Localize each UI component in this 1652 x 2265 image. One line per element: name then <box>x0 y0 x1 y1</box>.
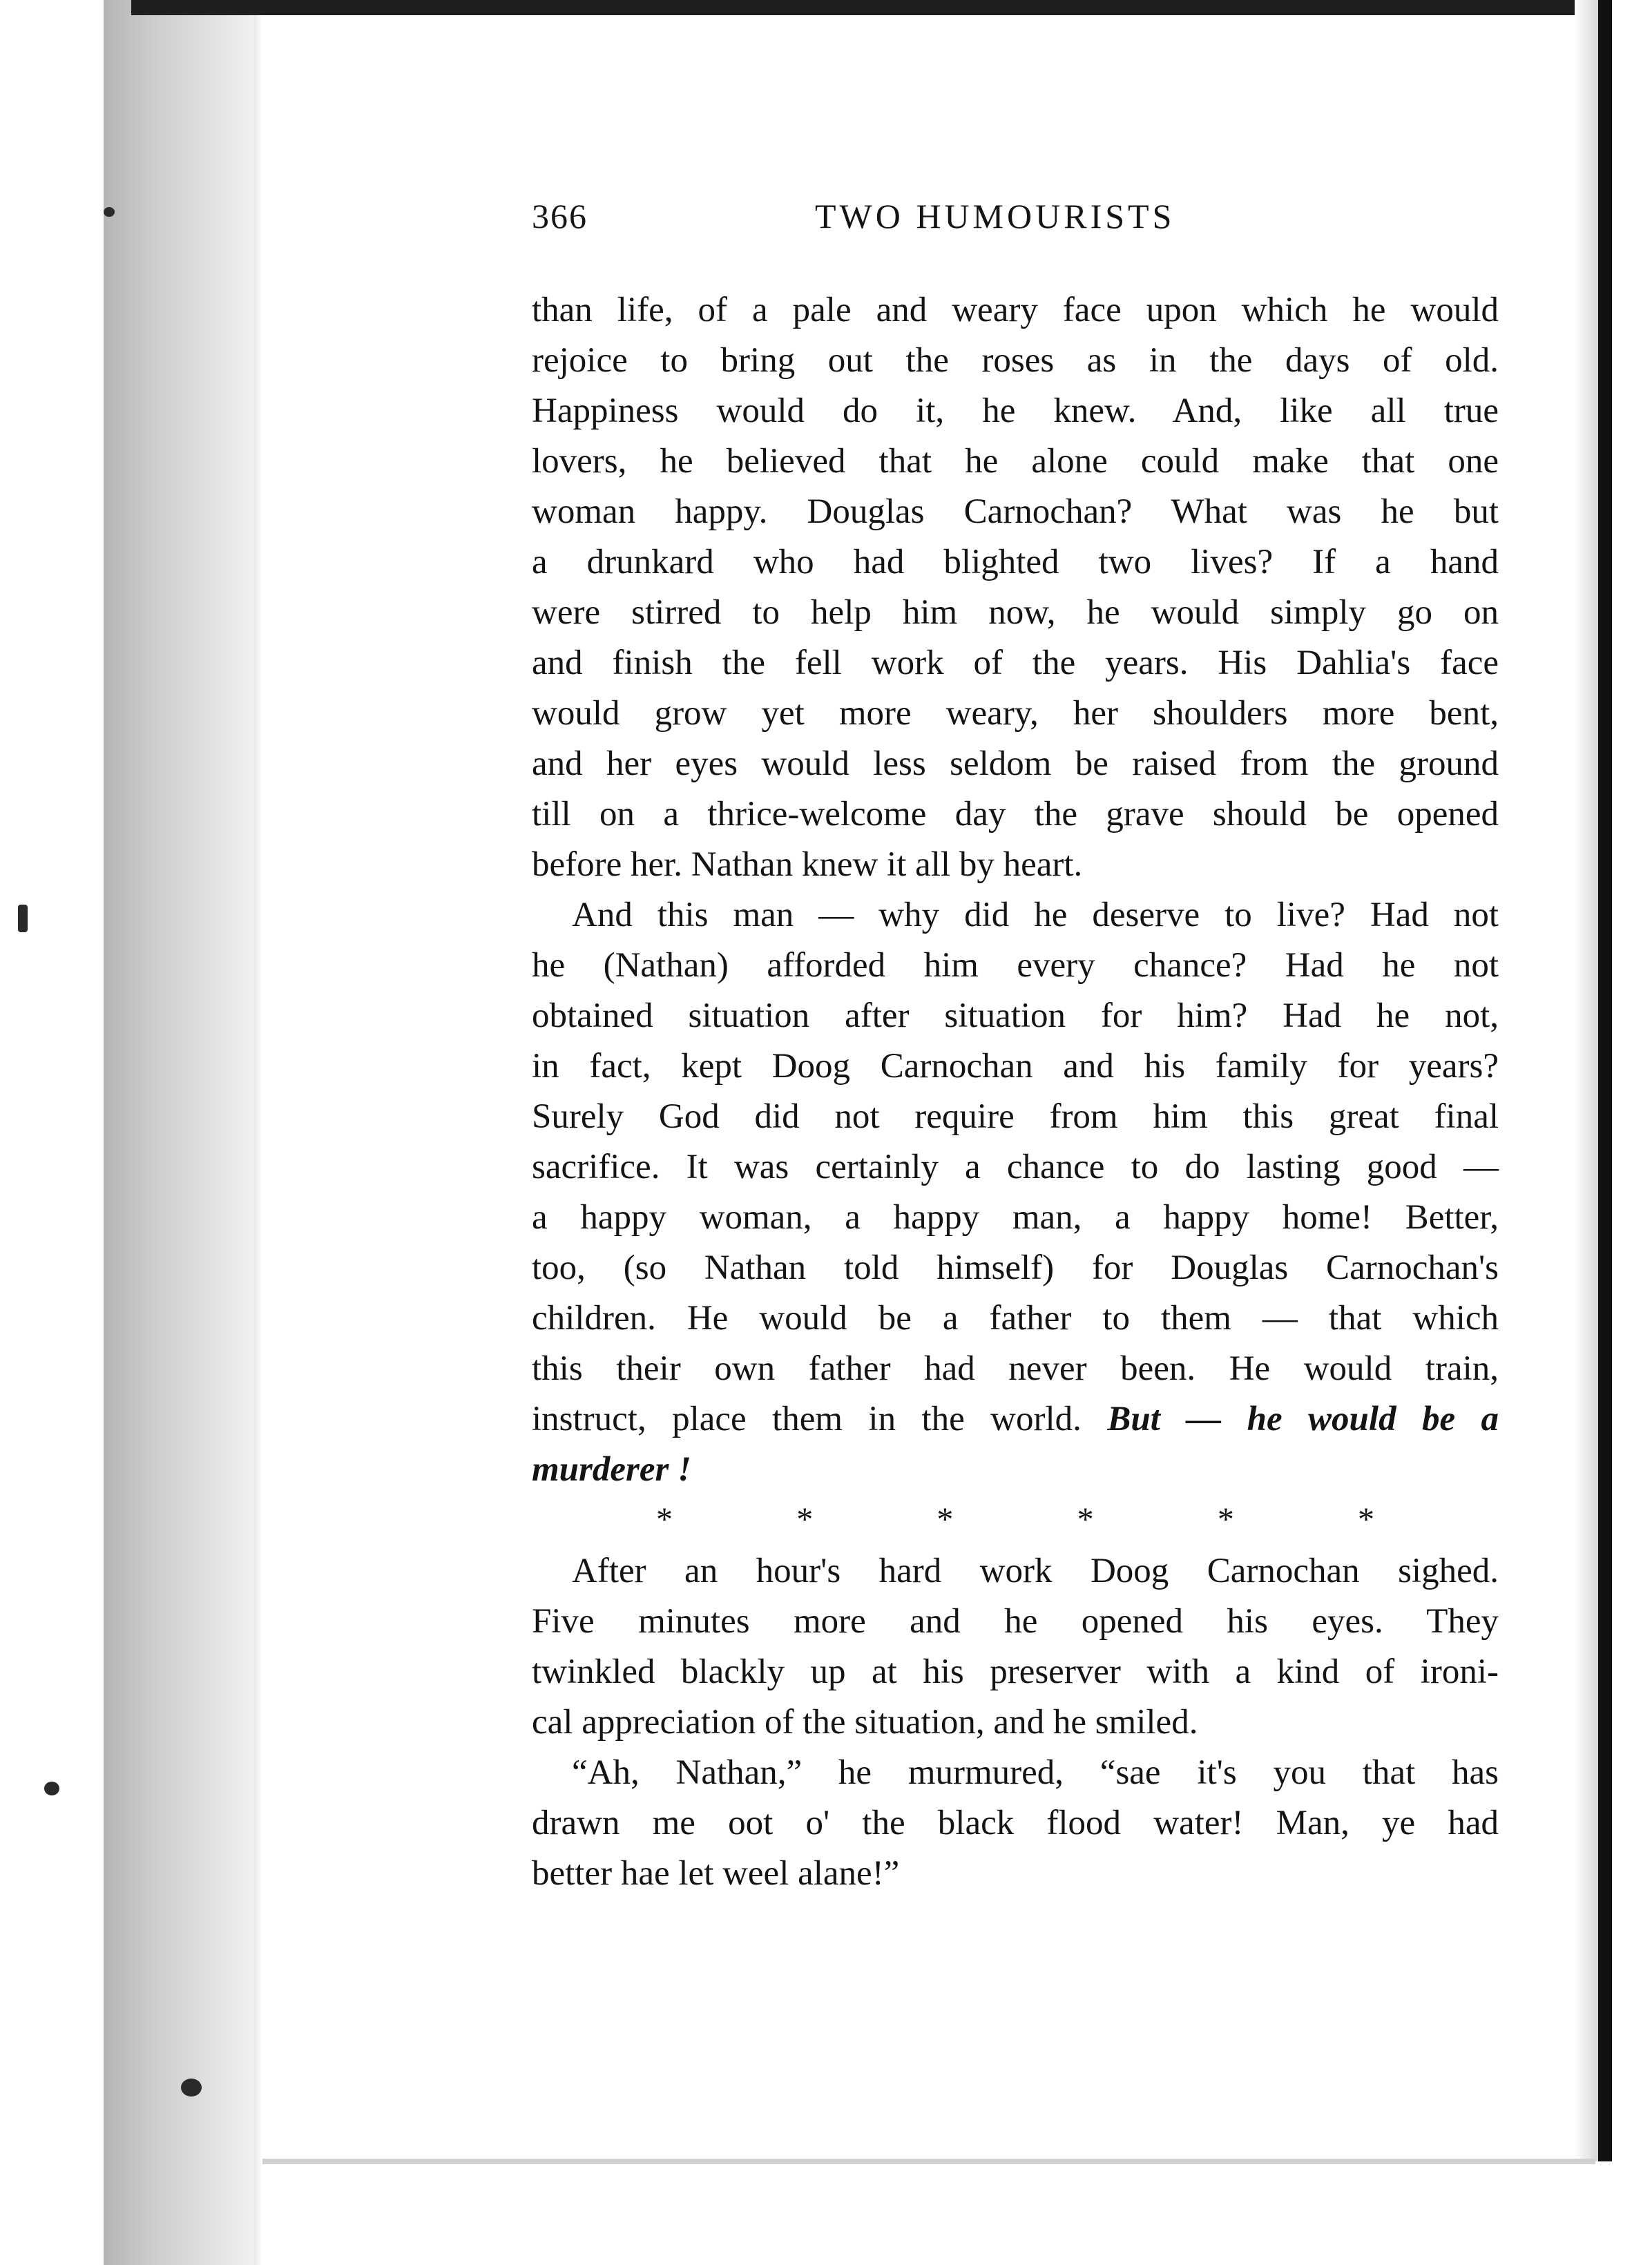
asterisk: * <box>1358 1501 1375 1538</box>
text-line: After an hour's hard work Doog Carnochan sighed. <box>572 1552 1499 1590</box>
asterisk: * <box>656 1501 673 1538</box>
text-line: And this man — why did he deserve to live? Had not <box>572 896 1499 934</box>
page-edge-stack <box>104 0 262 2265</box>
italic-emphasis: murderer ! <box>532 1450 691 1489</box>
text-line: Five minutes more and he opened his eyes. They <box>532 1602 1499 1641</box>
text-line: a happy woman, a happy man, a happy home! Better, <box>532 1198 1499 1237</box>
text-line: “Ah, Nathan,” he murmured, “sae it's you that has <box>572 1753 1499 1792</box>
text-line: Surely God did not require from him this great final <box>532 1097 1499 1136</box>
text-line: till on a thrice-welcome day the grave should be opened <box>532 795 1499 833</box>
text-line: better hae let weel alane!” <box>532 1854 900 1893</box>
asterisk: * <box>796 1501 814 1538</box>
page-header <box>532 196 1222 244</box>
ink-speck <box>44 1782 59 1795</box>
text-line: than life, of a pale and weary face upon which he would <box>532 291 1499 329</box>
text-line: drawn me oot o' the black flood water! Man, ye had <box>532 1804 1499 1842</box>
text-segment: instruct, place them in the world. <box>532 1400 1082 1438</box>
book-top-edge <box>131 0 1609 15</box>
text-line: rejoice to bring out the roses as in the days of old. <box>532 341 1499 380</box>
text-line: lovers, he believed that he alone could make that one <box>532 442 1499 481</box>
asterisk: * <box>937 1501 954 1538</box>
ink-speck <box>181 2079 202 2097</box>
ink-speck <box>104 207 115 217</box>
text-line: twinkled blackly up at his preserver with a kind of ironi- <box>532 1652 1499 1691</box>
text-line: woman happy. Douglas Carnochan? What was he but <box>532 492 1499 531</box>
running-head: TWO HUMOURISTS <box>815 197 1175 235</box>
text-line <box>532 1445 1499 1495</box>
text-line: before her. Nathan knew it all by heart. <box>532 845 1083 884</box>
right-page-edge <box>1598 0 1612 2161</box>
asterisk: * <box>1077 1501 1094 1538</box>
italic-emphasis: But — he would be a <box>1107 1400 1499 1438</box>
ink-speck <box>18 905 28 932</box>
text-line: cal appreciation of the situation, and he smiled. <box>532 1703 1198 1742</box>
text-line: too, (so Nathan told himself) for Douglas Carnochan's <box>532 1249 1499 1287</box>
text-line: would grow yet more weary, her shoulders more bent, <box>532 694 1499 733</box>
text-line: were stirred to help him now, he would simply go on <box>532 593 1499 632</box>
right-page-shadow <box>1575 0 1598 2161</box>
text-line: in fact, kept Doog Carnochan and his family for years? <box>532 1047 1499 1086</box>
text-line: children. He would be a father to them — that which <box>532 1299 1499 1338</box>
text-line: a drunkard who had blighted two lives? If a hand <box>532 543 1499 581</box>
text-line: Happiness would do it, he knew. And, like all true <box>532 392 1499 430</box>
text-line <box>532 1394 1499 1445</box>
text-line: obtained situation after situation for him? Had he not, <box>532 996 1499 1035</box>
text-line: he (Nathan) afforded him every chance? Had he not <box>532 946 1499 985</box>
text-line: and finish the fell work of the years. His Dahlia's face <box>532 644 1499 682</box>
asterisk: * <box>1217 1501 1234 1538</box>
text-line: and her eyes would less seldom be raised from the ground <box>532 744 1499 783</box>
page-bottom-edge <box>262 2159 1595 2164</box>
page-number: 366 <box>532 197 588 235</box>
text-line: this their own father had never been. He would train, <box>532 1349 1499 1388</box>
text-line: sacrifice. It was certainly a chance to do lasting good — <box>532 1148 1499 1186</box>
section-break <box>656 1494 1374 1545</box>
